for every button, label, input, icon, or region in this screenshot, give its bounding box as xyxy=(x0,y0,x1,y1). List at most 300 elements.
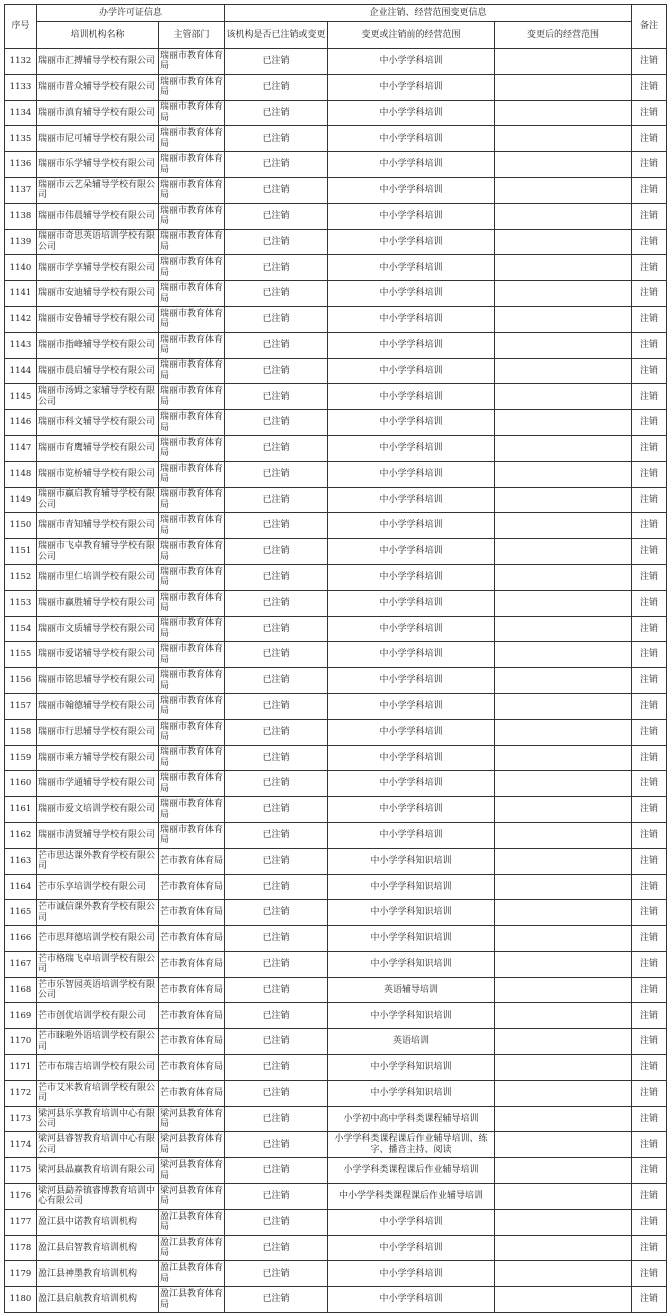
row-seq: 1140 xyxy=(5,255,37,281)
status-cell: 已注销 xyxy=(225,74,328,100)
scope-before-cell: 中小学学科培训 xyxy=(328,100,495,126)
header-org-name: 培训机构名称 xyxy=(37,22,159,49)
header-license-group: 办学许可证信息 xyxy=(37,5,225,22)
scope-before-cell: 中小学学科知识培训 xyxy=(328,1055,495,1081)
org-name-cell: 瑞丽市飞卓教育辅导学校有限公司 xyxy=(37,539,159,565)
table-row xyxy=(5,745,667,771)
table-row xyxy=(5,693,667,719)
scope-after-cell xyxy=(495,1184,632,1210)
status-cell: 已注销 xyxy=(225,1055,328,1081)
header-cancelled: 该机构是否已注销或变更 xyxy=(225,22,328,49)
header-dept: 主管部门 xyxy=(159,22,225,49)
org-name-cell: 瑞丽市赢胜辅导学校有限公司 xyxy=(37,590,159,616)
note-cell: 注销 xyxy=(632,1235,667,1261)
note-cell: 注销 xyxy=(632,977,667,1003)
scope-after-cell xyxy=(495,203,632,229)
status-cell: 已注销 xyxy=(225,513,328,539)
status-cell: 已注销 xyxy=(225,1261,328,1287)
table-row xyxy=(5,1287,667,1313)
dept-cell: 瑞丽市教育体育局 xyxy=(159,461,225,487)
scope-before-cell: 英语辅导培训 xyxy=(328,977,495,1003)
dept-cell: 瑞丽市教育体育局 xyxy=(159,255,225,281)
row-seq: 1170 xyxy=(5,1029,37,1055)
scope-before-cell: 中小学学科培训 xyxy=(328,229,495,255)
row-seq: 1138 xyxy=(5,203,37,229)
org-name-cell: 瑞丽市里仁培训学校有限公司 xyxy=(37,564,159,590)
status-cell: 已注销 xyxy=(225,797,328,823)
scope-after-cell xyxy=(495,332,632,358)
dept-cell: 瑞丽市教育体育局 xyxy=(159,306,225,332)
scope-before-cell: 中小学学科培训 xyxy=(328,410,495,436)
table-row xyxy=(5,771,667,797)
status-cell: 已注销 xyxy=(225,152,328,178)
org-name-cell: 芒市创优培训学校有限公司 xyxy=(37,1003,159,1029)
table-row xyxy=(5,1209,667,1235)
status-cell: 已注销 xyxy=(225,49,328,75)
status-cell: 已注销 xyxy=(225,693,328,719)
row-seq: 1168 xyxy=(5,977,37,1003)
scope-before-cell: 小学初中高中学科类课程辅导培训 xyxy=(328,1106,495,1132)
dept-cell: 瑞丽市教育体育局 xyxy=(159,668,225,694)
status-cell: 已注销 xyxy=(225,771,328,797)
status-cell: 已注销 xyxy=(225,719,328,745)
row-seq: 1171 xyxy=(5,1055,37,1081)
scope-after-cell xyxy=(495,74,632,100)
table-row xyxy=(5,1261,667,1287)
scope-after-cell xyxy=(495,152,632,178)
scope-after-cell xyxy=(495,229,632,255)
scope-before-cell: 小学学科类课程课后作业辅导培训、练字、播音主持、阅读 xyxy=(328,1132,495,1158)
row-seq: 1165 xyxy=(5,900,37,926)
dept-cell: 瑞丽市教育体育局 xyxy=(159,616,225,642)
org-name-cell: 芒市布瑞吉培训学校有限公司 xyxy=(37,1055,159,1081)
scope-before-cell: 中小学学科培训 xyxy=(328,1209,495,1235)
dept-cell: 芒市教育体育局 xyxy=(159,977,225,1003)
status-cell: 已注销 xyxy=(225,590,328,616)
table-row xyxy=(5,1235,667,1261)
org-name-cell: 瑞丽市普众辅导学校有限公司 xyxy=(37,74,159,100)
note-cell: 注销 xyxy=(632,100,667,126)
note-cell: 注销 xyxy=(632,126,667,152)
org-name-cell: 梁河县勐养镇睿博教育培训中心有限公司 xyxy=(37,1184,159,1210)
org-name-cell: 瑞丽市学通辅导学校有限公司 xyxy=(37,771,159,797)
dept-cell: 盈江县教育体育局 xyxy=(159,1209,225,1235)
scope-after-cell xyxy=(495,926,632,952)
row-seq: 1177 xyxy=(5,1209,37,1235)
org-name-cell: 瑞丽市爱诺辅导学校有限公司 xyxy=(37,642,159,668)
table-row xyxy=(5,513,667,539)
org-name-cell: 瑞丽市翰德辅导学校有限公司 xyxy=(37,693,159,719)
status-cell: 已注销 xyxy=(225,539,328,565)
note-cell: 注销 xyxy=(632,1158,667,1184)
org-name-cell: 盈江县启航教育培训机构 xyxy=(37,1287,159,1313)
org-name-cell: 瑞丽市科文辅导学校有限公司 xyxy=(37,410,159,436)
dept-cell: 芒市教育体育局 xyxy=(159,848,225,874)
scope-before-cell: 中小学学科培训 xyxy=(328,590,495,616)
scope-after-cell xyxy=(495,255,632,281)
status-cell: 已注销 xyxy=(225,384,328,410)
status-cell: 已注销 xyxy=(225,1080,328,1106)
status-cell: 已注销 xyxy=(225,1235,328,1261)
scope-after-cell xyxy=(495,797,632,823)
table-row xyxy=(5,564,667,590)
scope-after-cell xyxy=(495,590,632,616)
row-seq: 1175 xyxy=(5,1158,37,1184)
org-name-cell: 瑞丽市云艺朵辅导学校有限公司 xyxy=(37,177,159,203)
note-cell: 注销 xyxy=(632,255,667,281)
row-seq: 1144 xyxy=(5,358,37,384)
note-cell: 注销 xyxy=(632,848,667,874)
scope-before-cell: 中小学学科培训 xyxy=(328,797,495,823)
org-name-cell: 芒市诚信课外教育学校有限公司 xyxy=(37,900,159,926)
scope-after-cell xyxy=(495,564,632,590)
status-cell: 已注销 xyxy=(225,1132,328,1158)
org-name-cell: 芒市睐啦外语培训学校有限公司 xyxy=(37,1029,159,1055)
status-cell: 已注销 xyxy=(225,1184,328,1210)
note-cell: 注销 xyxy=(632,306,667,332)
scope-before-cell: 中小学学科培训 xyxy=(328,487,495,513)
org-name-cell: 瑞丽市文质辅导学校有限公司 xyxy=(37,616,159,642)
scope-before-cell: 中小学学科类课程课后作业辅导培训 xyxy=(328,1184,495,1210)
dept-cell: 瑞丽市教育体育局 xyxy=(159,358,225,384)
note-cell: 注销 xyxy=(632,229,667,255)
scope-after-cell xyxy=(495,410,632,436)
note-cell: 注销 xyxy=(632,564,667,590)
dept-cell: 梁河县教育体育局 xyxy=(159,1106,225,1132)
status-cell: 已注销 xyxy=(225,177,328,203)
table-row xyxy=(5,358,667,384)
status-cell: 已注销 xyxy=(225,410,328,436)
note-cell: 注销 xyxy=(632,745,667,771)
table-row xyxy=(5,951,667,977)
note-cell: 注销 xyxy=(632,668,667,694)
row-seq: 1133 xyxy=(5,74,37,100)
table-row xyxy=(5,719,667,745)
org-name-cell: 瑞丽市育鹰辅导学校有限公司 xyxy=(37,435,159,461)
table-row xyxy=(5,926,667,952)
table-row xyxy=(5,797,667,823)
row-seq: 1145 xyxy=(5,384,37,410)
dept-cell: 芒市教育体育局 xyxy=(159,951,225,977)
org-name-cell: 瑞丽市赢启教育辅导学校有限公司 xyxy=(37,487,159,513)
table-row xyxy=(5,281,667,307)
scope-before-cell: 中小学学科知识培训 xyxy=(328,848,495,874)
scope-after-cell xyxy=(495,1106,632,1132)
row-seq: 1150 xyxy=(5,513,37,539)
note-cell: 注销 xyxy=(632,642,667,668)
org-name-cell: 瑞丽市行思辅导学校有限公司 xyxy=(37,719,159,745)
dept-cell: 盈江县教育体育局 xyxy=(159,1287,225,1313)
status-cell: 已注销 xyxy=(225,126,328,152)
dept-cell: 瑞丽市教育体育局 xyxy=(159,693,225,719)
row-seq: 1176 xyxy=(5,1184,37,1210)
scope-before-cell: 英语培训 xyxy=(328,1029,495,1055)
dept-cell: 梁河县教育体育局 xyxy=(159,1132,225,1158)
dept-cell: 瑞丽市教育体育局 xyxy=(159,203,225,229)
scope-before-cell: 中小学学科培训 xyxy=(328,745,495,771)
scope-after-cell xyxy=(495,719,632,745)
dept-cell: 瑞丽市教育体育局 xyxy=(159,332,225,358)
note-cell: 注销 xyxy=(632,74,667,100)
row-seq: 1157 xyxy=(5,693,37,719)
status-cell: 已注销 xyxy=(225,564,328,590)
table-row xyxy=(5,977,667,1003)
dept-cell: 瑞丽市教育体育局 xyxy=(159,126,225,152)
row-seq: 1155 xyxy=(5,642,37,668)
org-name-cell: 芒市思达课外教育学校有限公司 xyxy=(37,848,159,874)
dept-cell: 瑞丽市教育体育局 xyxy=(159,822,225,848)
scope-after-cell xyxy=(495,487,632,513)
table-row xyxy=(5,1055,667,1081)
dept-cell: 瑞丽市教育体育局 xyxy=(159,74,225,100)
row-seq: 1160 xyxy=(5,771,37,797)
scope-after-cell xyxy=(495,49,632,75)
row-seq: 1156 xyxy=(5,668,37,694)
scope-before-cell: 中小学学科培训 xyxy=(328,461,495,487)
dept-cell: 瑞丽市教育体育局 xyxy=(159,539,225,565)
scope-before-cell: 中小学学科培训 xyxy=(328,255,495,281)
row-seq: 1143 xyxy=(5,332,37,358)
scope-before-cell: 中小学学科培训 xyxy=(328,177,495,203)
org-name-cell: 瑞丽市滇育辅导学校有限公司 xyxy=(37,100,159,126)
row-seq: 1164 xyxy=(5,874,37,900)
dept-cell: 瑞丽市教育体育局 xyxy=(159,590,225,616)
dept-cell: 瑞丽市教育体育局 xyxy=(159,771,225,797)
org-name-cell: 瑞丽市乘方辅导学校有限公司 xyxy=(37,745,159,771)
dept-cell: 芒市教育体育局 xyxy=(159,1055,225,1081)
note-cell: 注销 xyxy=(632,281,667,307)
table-row xyxy=(5,332,667,358)
note-cell: 注销 xyxy=(632,487,667,513)
scope-after-cell xyxy=(495,1287,632,1313)
org-name-cell: 瑞丽市青知辅导学校有限公司 xyxy=(37,513,159,539)
table-row xyxy=(5,255,667,281)
note-cell: 注销 xyxy=(632,461,667,487)
row-seq: 1153 xyxy=(5,590,37,616)
row-seq: 1147 xyxy=(5,435,37,461)
dept-cell: 芒市教育体育局 xyxy=(159,1080,225,1106)
org-name-cell: 瑞丽市汇搏辅导学校有限公司 xyxy=(37,49,159,75)
table-row xyxy=(5,668,667,694)
scope-after-cell xyxy=(495,358,632,384)
scope-before-cell: 中小学学科培训 xyxy=(328,564,495,590)
dept-cell: 瑞丽市教育体育局 xyxy=(159,642,225,668)
scope-before-cell: 中小学学科知识培训 xyxy=(328,951,495,977)
table-row xyxy=(5,306,667,332)
status-cell: 已注销 xyxy=(225,487,328,513)
dept-cell: 盈江县教育体育局 xyxy=(159,1261,225,1287)
scope-after-cell xyxy=(495,100,632,126)
scope-before-cell: 中小学学科培训 xyxy=(328,281,495,307)
note-cell: 注销 xyxy=(632,358,667,384)
table-row xyxy=(5,461,667,487)
org-name-cell: 盈江县神墨教育培训机构 xyxy=(37,1261,159,1287)
row-seq: 1141 xyxy=(5,281,37,307)
row-seq: 1159 xyxy=(5,745,37,771)
row-seq: 1137 xyxy=(5,177,37,203)
dept-cell: 芒市教育体育局 xyxy=(159,874,225,900)
note-cell: 注销 xyxy=(632,1184,667,1210)
scope-after-cell xyxy=(495,1003,632,1029)
scope-before-cell: 中小学学科培训 xyxy=(328,384,495,410)
row-seq: 1169 xyxy=(5,1003,37,1029)
table-row xyxy=(5,874,667,900)
scope-after-cell xyxy=(495,822,632,848)
note-cell: 注销 xyxy=(632,384,667,410)
note-cell: 注销 xyxy=(632,616,667,642)
note-cell: 注销 xyxy=(632,874,667,900)
org-name-cell: 瑞丽市清贤辅导学校有限公司 xyxy=(37,822,159,848)
dept-cell: 瑞丽市教育体育局 xyxy=(159,797,225,823)
org-name-cell: 芒市乐智园英语培训学校有限公司 xyxy=(37,977,159,1003)
status-cell: 已注销 xyxy=(225,1106,328,1132)
scope-after-cell xyxy=(495,693,632,719)
row-seq: 1178 xyxy=(5,1235,37,1261)
scope-before-cell: 中小学学科培训 xyxy=(328,822,495,848)
org-name-cell: 盈江县中诺教育培训机构 xyxy=(37,1209,159,1235)
status-cell: 已注销 xyxy=(225,229,328,255)
scope-after-cell xyxy=(495,281,632,307)
table-row xyxy=(5,1003,667,1029)
scope-after-cell xyxy=(495,1209,632,1235)
status-cell: 已注销 xyxy=(225,1287,328,1313)
note-cell: 注销 xyxy=(632,332,667,358)
scope-after-cell xyxy=(495,306,632,332)
note-cell: 注销 xyxy=(632,1209,667,1235)
dept-cell: 梁河县教育体育局 xyxy=(159,1158,225,1184)
scope-after-cell xyxy=(495,435,632,461)
dept-cell: 芒市教育体育局 xyxy=(159,1003,225,1029)
table-row xyxy=(5,100,667,126)
status-cell: 已注销 xyxy=(225,332,328,358)
note-cell: 注销 xyxy=(632,926,667,952)
org-name-cell: 芒市乐享培训学校有限公司 xyxy=(37,874,159,900)
table-row xyxy=(5,642,667,668)
scope-after-cell xyxy=(495,977,632,1003)
note-cell: 注销 xyxy=(632,177,667,203)
org-name-cell: 瑞丽市乐学辅导学校有限公司 xyxy=(37,152,159,178)
dept-cell: 瑞丽市教育体育局 xyxy=(159,513,225,539)
scope-after-cell xyxy=(495,513,632,539)
table-row xyxy=(5,384,667,410)
note-cell: 注销 xyxy=(632,1003,667,1029)
scope-after-cell xyxy=(495,177,632,203)
row-seq: 1154 xyxy=(5,616,37,642)
row-seq: 1139 xyxy=(5,229,37,255)
table-row xyxy=(5,848,667,874)
table-row xyxy=(5,1029,667,1055)
org-name-cell: 芒市思拜德培训学校有限公司 xyxy=(37,926,159,952)
scope-before-cell: 中小学学科培训 xyxy=(328,513,495,539)
row-seq: 1136 xyxy=(5,152,37,178)
dept-cell: 瑞丽市教育体育局 xyxy=(159,435,225,461)
status-cell: 已注销 xyxy=(225,358,328,384)
scope-before-cell: 中小学学科培训 xyxy=(328,616,495,642)
scope-after-cell xyxy=(495,1158,632,1184)
org-name-cell: 瑞丽市指峰辅导学校有限公司 xyxy=(37,332,159,358)
table-body xyxy=(5,49,667,1313)
status-cell: 已注销 xyxy=(225,616,328,642)
table-row xyxy=(5,74,667,100)
row-seq: 1166 xyxy=(5,926,37,952)
table-row xyxy=(5,616,667,642)
note-cell: 注销 xyxy=(632,49,667,75)
dept-cell: 瑞丽市教育体育局 xyxy=(159,487,225,513)
scope-before-cell: 中小学学科知识培训 xyxy=(328,926,495,952)
scope-before-cell: 中小学学科培训 xyxy=(328,1235,495,1261)
note-cell: 注销 xyxy=(632,1029,667,1055)
scope-after-cell xyxy=(495,900,632,926)
status-cell: 已注销 xyxy=(225,977,328,1003)
scope-before-cell: 中小学学科培训 xyxy=(328,49,495,75)
scope-before-cell: 中小学学科知识培训 xyxy=(328,1003,495,1029)
dept-cell: 盈江县教育体育局 xyxy=(159,1235,225,1261)
row-seq: 1146 xyxy=(5,410,37,436)
org-name-cell: 瑞丽市奇思英语培训学校有限公司 xyxy=(37,229,159,255)
table-row xyxy=(5,590,667,616)
table-row xyxy=(5,1132,667,1158)
status-cell: 已注销 xyxy=(225,435,328,461)
org-name-cell: 瑞丽市览桥辅导学校有限公司 xyxy=(37,461,159,487)
org-name-cell: 盈江县启智教育培训机构 xyxy=(37,1235,159,1261)
dept-cell: 瑞丽市教育体育局 xyxy=(159,410,225,436)
scope-before-cell: 中小学学科培训 xyxy=(328,719,495,745)
scope-after-cell xyxy=(495,745,632,771)
scope-before-cell: 中小学学科培训 xyxy=(328,74,495,100)
note-cell: 注销 xyxy=(632,539,667,565)
row-seq: 1172 xyxy=(5,1080,37,1106)
scope-after-cell xyxy=(495,668,632,694)
row-seq: 1149 xyxy=(5,487,37,513)
note-cell: 注销 xyxy=(632,590,667,616)
org-name-cell: 瑞丽市汤姆之家辅导学校有限公司 xyxy=(37,384,159,410)
status-cell: 已注销 xyxy=(225,306,328,332)
status-cell: 已注销 xyxy=(225,203,328,229)
note-cell: 注销 xyxy=(632,203,667,229)
org-name-cell: 梁河县睿智教育培训中心有限公司 xyxy=(37,1132,159,1158)
row-seq: 1173 xyxy=(5,1106,37,1132)
row-seq: 1162 xyxy=(5,822,37,848)
note-cell: 注销 xyxy=(632,900,667,926)
note-cell: 注销 xyxy=(632,822,667,848)
row-seq: 1132 xyxy=(5,49,37,75)
note-cell: 注销 xyxy=(632,513,667,539)
org-name-cell: 梁河县乐享教育培训中心有限公司 xyxy=(37,1106,159,1132)
table-row xyxy=(5,900,667,926)
row-seq: 1151 xyxy=(5,539,37,565)
dept-cell: 瑞丽市教育体育局 xyxy=(159,152,225,178)
org-name-cell: 瑞丽市铭思辅导学校有限公司 xyxy=(37,668,159,694)
scope-after-cell xyxy=(495,1132,632,1158)
scope-after-cell xyxy=(495,539,632,565)
note-cell: 注销 xyxy=(632,719,667,745)
row-seq: 1179 xyxy=(5,1261,37,1287)
scope-after-cell xyxy=(495,771,632,797)
scope-before-cell: 中小学学科培训 xyxy=(328,1287,495,1313)
scope-after-cell xyxy=(495,1080,632,1106)
note-cell: 注销 xyxy=(632,771,667,797)
status-cell: 已注销 xyxy=(225,1209,328,1235)
org-name-cell: 芒市格瑞飞卓培训学校有限公司 xyxy=(37,951,159,977)
status-cell: 已注销 xyxy=(225,900,328,926)
dept-cell: 瑞丽市教育体育局 xyxy=(159,281,225,307)
scope-before-cell: 小学学科类课程课后作业辅导培训 xyxy=(328,1158,495,1184)
table-row xyxy=(5,539,667,565)
table-row xyxy=(5,126,667,152)
scope-after-cell xyxy=(495,642,632,668)
note-cell: 注销 xyxy=(632,693,667,719)
org-name-cell: 梁河县晶赢教育培训有限公司 xyxy=(37,1158,159,1184)
